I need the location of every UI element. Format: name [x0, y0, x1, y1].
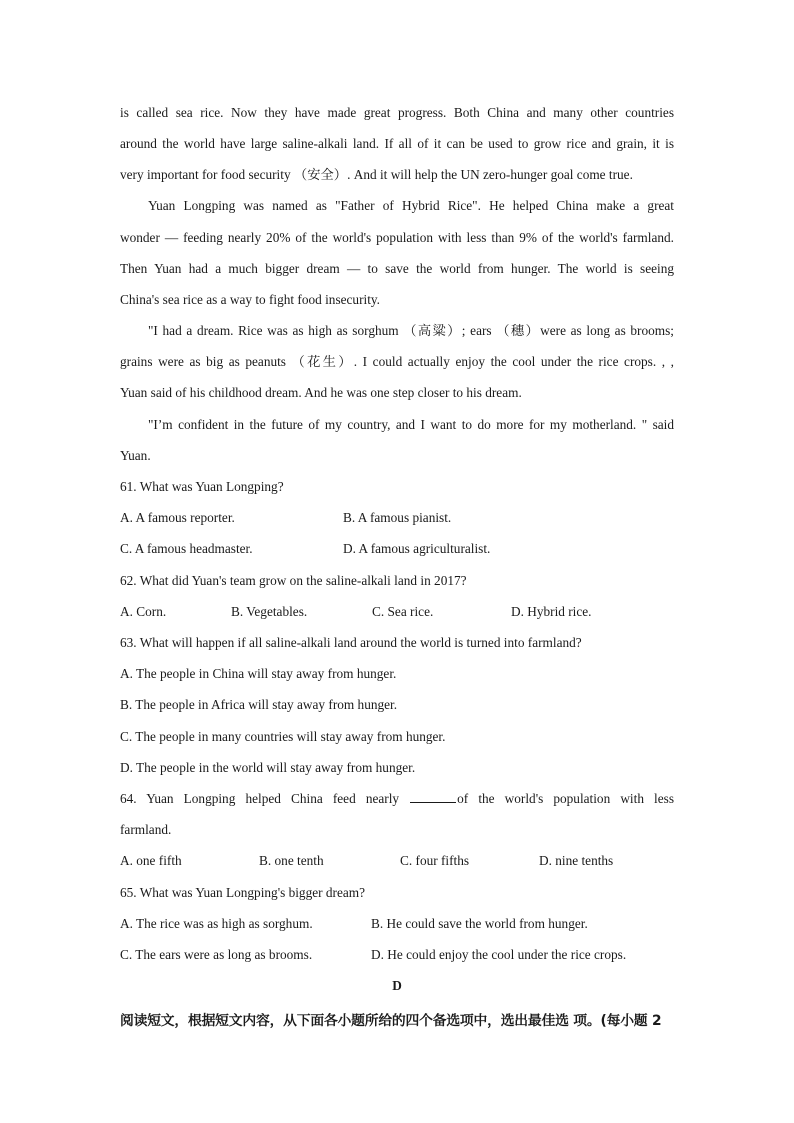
- q64-stem-after: of the world's population with less: [457, 791, 675, 806]
- q64-stem: [120, 790, 674, 808]
- q64-stem-line2: farmland.: [120, 822, 172, 837]
- q61-stem: 61. What was Yuan Longping?: [120, 479, 284, 494]
- q64-stem-before: 64. Yuan Longping helped China feed nearly: [120, 791, 400, 806]
- q64-option-b[interactable]: B. one tenth: [259, 853, 324, 868]
- q62-option-a[interactable]: A. Corn.: [120, 604, 167, 619]
- passage-p1-line1: is called sea rice. Now they have made great progress. Both China and many other countries: [120, 105, 674, 120]
- q65-stem: 65. What was Yuan Longping's bigger dream?: [120, 885, 366, 900]
- q61-option-c[interactable]: C. A famous headmaster.: [120, 541, 253, 556]
- passage-p2-line3: Then Yuan had a much bigger dream — to save the world from hunger. The world is seeing: [120, 261, 674, 276]
- q62-option-b[interactable]: B. Vegetables.: [231, 604, 308, 619]
- passage-p1-line2: around the world have large saline-alkali land. If all of it can be used to grow rice and grain, it is: [120, 136, 674, 151]
- passage-p3-line1: "I had a dream. Rice was as high as sorghum （高粱）; ears （穗）were as long as brooms;: [148, 323, 674, 338]
- passage-p4-line1: "I’m confident in the future of my country, and I want to do more for my motherland. " said: [148, 417, 674, 432]
- q61-option-b[interactable]: B. A famous pianist.: [343, 510, 452, 525]
- passage-p3-line2: grains were as big as peanuts （花生）. I could actually enjoy the cool under the rice crops. , ,: [120, 354, 674, 369]
- q65-option-d[interactable]: D. He could enjoy the cool under the rice crops.: [371, 947, 627, 962]
- q65-option-a[interactable]: A. The rice was as high as sorghum.: [120, 916, 313, 931]
- q61-option-d[interactable]: D. A famous agriculturalist.: [343, 541, 491, 556]
- q64-option-a[interactable]: A. one fifth: [120, 853, 182, 868]
- q62-option-d[interactable]: D. Hybrid rice.: [511, 604, 592, 619]
- q64-option-c[interactable]: C. four fifths: [400, 853, 470, 868]
- section-instruction: 阅读短文，根据短文内容，从下面各小题所给的四个备选项中，选出最佳选 项。(每小题 2: [120, 1013, 662, 1029]
- q63-option-d[interactable]: D. The people in the world will stay away from hunger.: [120, 760, 416, 775]
- q63-option-b[interactable]: B. The people in Africa will stay away from hunger.: [120, 697, 398, 712]
- passage-p3-line3: Yuan said of his childhood dream. And he was one step closer to his dream.: [120, 385, 522, 400]
- answer-blank[interactable]: [410, 790, 456, 803]
- q62-stem: 62. What did Yuan's team grow on the saline-alkali land in 2017?: [120, 573, 467, 588]
- passage-p1-line3: very important for food security （安全）. And it will help the UN zero-hunger goal come true.: [120, 167, 633, 182]
- passage-p2-line1: Yuan Longping was named as "Father of Hybrid Rice". He helped China make a great: [148, 198, 674, 213]
- q63-stem: 63. What will happen if all saline-alkali land around the world is turned into farmland?: [120, 635, 582, 650]
- passage-p4-line2: Yuan.: [120, 448, 151, 463]
- q63-option-c[interactable]: C. The people in many countries will stay away from hunger.: [120, 729, 446, 744]
- q65-option-b[interactable]: B. He could save the world from hunger.: [371, 916, 588, 931]
- q61-option-a[interactable]: A. A famous reporter.: [120, 510, 235, 525]
- q64-option-d[interactable]: D. nine tenths: [539, 853, 614, 868]
- passage-p2-line2: wonder — feeding nearly 20% of the world's population with less than 9% of the world's farmland.: [120, 230, 674, 245]
- q63-option-a[interactable]: A. The people in China will stay away from hunger.: [120, 666, 397, 681]
- q62-option-c[interactable]: C. Sea rice.: [372, 604, 434, 619]
- section-heading: D: [392, 978, 402, 993]
- passage-p2-line4: China's sea rice as a way to fight food insecurity.: [120, 292, 381, 307]
- q65-option-c[interactable]: C. The ears were as long as brooms.: [120, 947, 313, 962]
